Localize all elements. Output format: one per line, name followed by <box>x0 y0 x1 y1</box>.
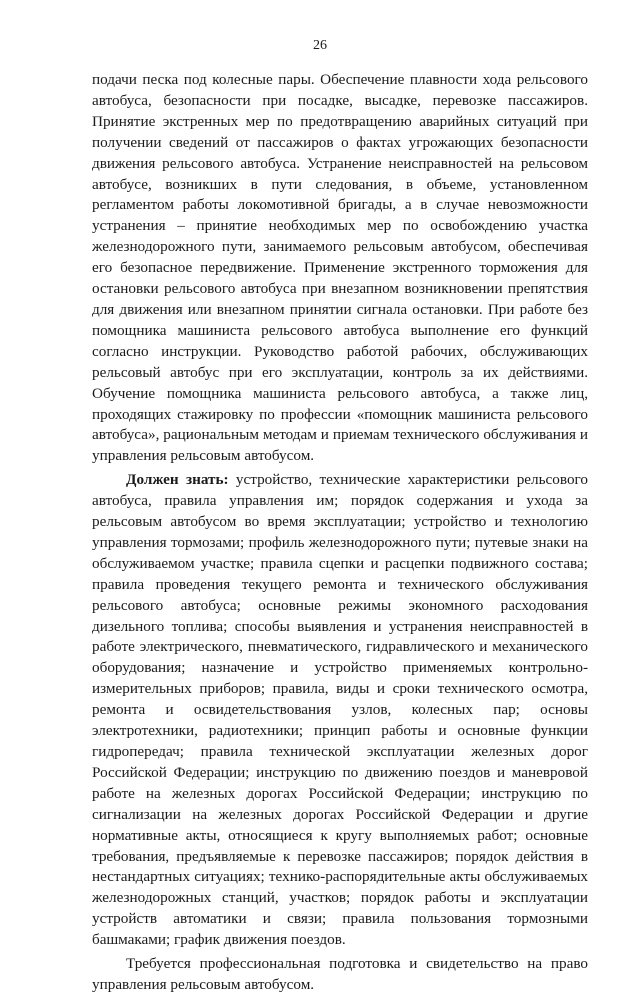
paragraph-text: устройство, технические характеристики рельсового автобуса, правила управления им; порядок содержания и ухода за рельсовым автобусом во время эксплуатации; устройство и технологию управления тормозами; профиль железнодорожного пути; путевые знаки на обслуживаемом участке; правила сцепки и расцепки подвижного состава; правила проведения текущего ремонта и технического обслуживания рельсового автобуса; основные режимы экономного расходования дизельного топлива; способы выявления и устранения неисправностей в работе электрического, пневматического, гидравлического и механического оборудования; назначение и устройство применяемых контрольно-измерительных приборов; правила, виды и сроки технического осмотра, ремонта и освидетельствования узлов, колесных пар; основы электротехники, радиотехники; принцип работы и основные функции гидропередач; правила технической эксплуатации железных дорог Российской Федерации; инструкцию по движению поездов и маневровой работе на железных дорогах Российской Федерации; инструкцию по сигнализации на железных дорогах Российской Федерации и другие нормативные акты, относящиеся к кругу выполняемых работ; основные требования, предъявляемые к перевозке пассажиров; порядок действия в нестандартных ситуациях; технико-распорядительные акты обслуживаемых железнодорожных станций, участков; порядок работы и эксплуатации устройств автоматики и связи; правила пользования тормозными башмаками; график движения поездов. <box>92 471 588 949</box>
paragraph-text: Требуется профессиональная подготовка и свидетельство на право управления рельсовым автобусом. <box>92 955 588 993</box>
must-know-heading: Должен знать: <box>126 471 229 489</box>
paragraph-duties-continuation <box>92 70 588 467</box>
document-body <box>92 70 588 996</box>
page-number: 26 <box>313 38 327 53</box>
paragraph-must-know <box>92 470 588 951</box>
paragraph-text: подачи песка под колесные пары. Обеспечение плавности хода рельсового автобуса, безопасности при посадке, высадке, перевозке пассажиров. Принятие экстренных мер по предотвращению аварийных ситуаций при получении сведений от пассажиров о фактах угрожающих безопасности движения рельсового автобуса. Устранение неисправностей на рельсовом автобусе, возникших в пути следования, в объеме, установленном регламентом работы локомотивной бригады, а в случае невозможности устранения – принятие необходимых мер по освобождению участка железнодорожного пути, занимаемого рельсовым автобусом, обеспечивая его безопасное передвижение. Применение экстренного торможения для остановки рельсового автобуса при внезапном возникновении препятствия для движения или внезапном принятии сигнала остановки. При работе без помощника машиниста рельсового автобуса выполнение его функций согласно инструкции. Руководство работой рабочих, обслуживающих рельсовый автобус при его эксплуатации, контроль за их действиями. Обучение помощника машиниста рельсового автобуса, а также лиц, проходящих стажировку по профессии «помощник машиниста рельсового автобуса», рациональным методам и приемам технического обслуживания и управления рельсовым автобусом. <box>92 71 588 465</box>
paragraph-requirements <box>92 954 588 996</box>
